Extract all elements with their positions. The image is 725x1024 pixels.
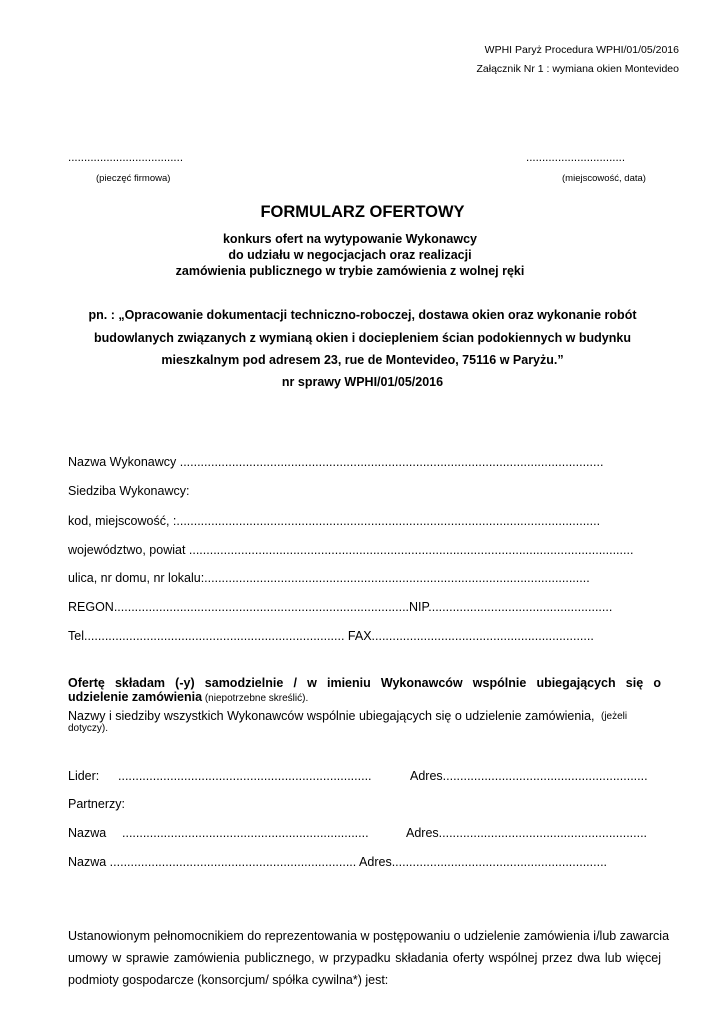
contractor-seat-label: Siedziba Wykonawcy:	[68, 484, 190, 498]
subtitle-line-3: zamówienia publicznego w trybie zamówienia z wolnej ręki	[175, 264, 525, 278]
partner-1-name-label: Nazwa	[68, 826, 107, 840]
subtitle-line-2: do udziału w negocjacjach oraz realizacji	[228, 248, 472, 262]
leader-address-field[interactable]: Adres...........................................................	[410, 769, 648, 783]
partner-2-field[interactable]: Nazwa ....................................................................... Adres..............................................................	[68, 855, 608, 869]
representative-line-3: podmioty gospodarcze (konsorcjum/ spółka cywilna*) jest:	[68, 973, 389, 987]
partners-label: Partnerzy:	[68, 797, 125, 811]
joint-contractors-note-1: (jeżeli	[601, 711, 628, 722]
contractor-name-field[interactable]: Nazwa Wykonawcy ..........................................................................................................................	[68, 455, 604, 469]
company-stamp-label: (pieczęć firmowa)	[96, 173, 171, 184]
header-attachment: Załącznik Nr 1 : wymiana okien Montevideo	[476, 63, 679, 75]
leader-name-field[interactable]: .........................................................................	[118, 769, 372, 783]
subject-line-2: budowlanych związanych z wymianą okien i dociepleniem ścian podokiennych w budynku	[94, 331, 631, 345]
company-stamp-dots: ....................................	[68, 152, 184, 164]
partner-1-address-field[interactable]: Adres............................................................	[406, 826, 648, 840]
offer-heading-text: udzielenie zamówienia	[68, 690, 203, 704]
case-number: nr sprawy WPHI/01/05/2016	[281, 375, 444, 389]
subject-line-3: mieszkalnym pod adresem 23, rue de Montevideo, 75116 w Paryżu.”	[161, 353, 564, 367]
representative-line-1: Ustanowionym pełnomocnikiem do reprezentowania w postępowaniu o udzielenie zamówienia i/lub zawarcia	[68, 929, 670, 943]
joint-contractors-note-2: dotyczy).	[68, 723, 109, 734]
place-date-label: (miejscowość, data)	[562, 173, 646, 184]
street-address-field[interactable]: ulica, nr domu, nr lokalu:...............................................................................................................	[68, 571, 590, 585]
header-procedure: WPHI Paryż Procedura WPHI/01/05/2016	[484, 44, 679, 56]
place-date-dots: ...............................	[526, 152, 626, 164]
tel-fax-field[interactable]: Tel........................................................................... FAX................................................................	[68, 629, 594, 643]
joint-contractors-line: Nazwy i siedziby wszystkich Wykonawców wspólnie ubiegających się o udzielenie zamówienia,	[68, 709, 595, 723]
offer-heading-line-1: Ofertę składam (-y) samodzielnie / w imieniu Wykonawców wspólnie ubiegających się o	[68, 676, 661, 690]
form-title: FORMULARZ OFERTOWY	[260, 203, 465, 221]
representative-line-2: umowy w sprawie zamówienia publicznego, w przypadku składania oferty wspólnej przez dwa lub więcej	[68, 951, 661, 965]
leader-label: Lider:	[68, 769, 100, 783]
province-county-field[interactable]: województwo, powiat ................................................................................................................................	[68, 543, 634, 557]
offer-heading-line-2	[68, 690, 308, 704]
offer-heading-note: (niepotrzebne skreślić).	[202, 693, 309, 704]
subject-line-1: pn. : „Opracowanie dokumentacji techniczno-roboczej, dostawa okien oraz wykonanie robót	[88, 308, 637, 322]
subtitle-line-1: konkurs ofert na wytypowanie Wykonawcy	[222, 232, 477, 246]
partner-1-name-field[interactable]: .......................................................................	[122, 826, 369, 840]
regon-nip-field[interactable]: REGON.....................................................................................NIP.....................................................	[68, 600, 613, 614]
postal-city-field[interactable]: kod, miejscowość, :..........................................................................................................................	[68, 514, 601, 528]
